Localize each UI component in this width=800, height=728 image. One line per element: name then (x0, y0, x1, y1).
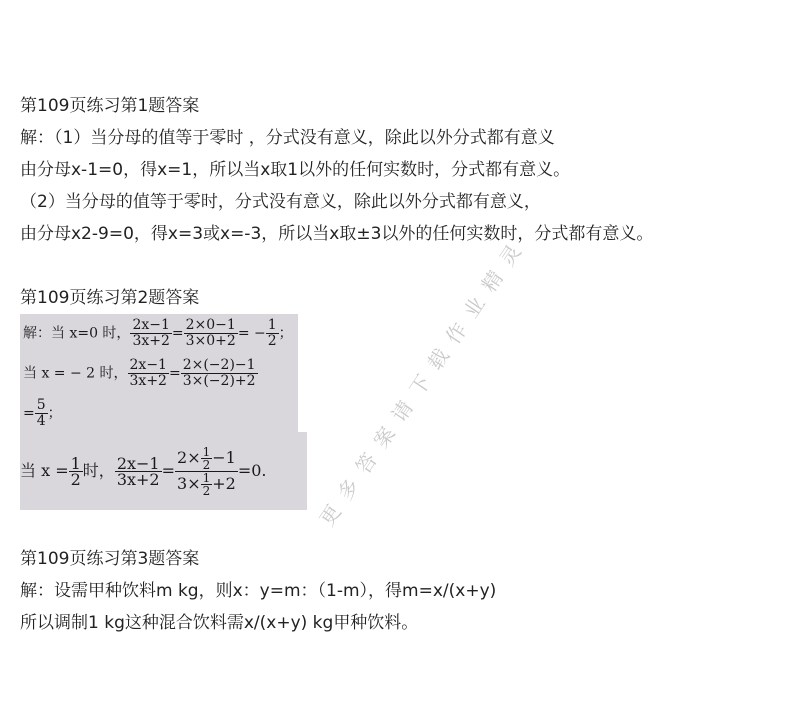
watermark-char: 精 (476, 266, 508, 297)
q2-row-4: 当 x = $\frac{1}{2}$ 时， $\frac{2x-1}{3x+2}$ = 2× $\frac{1}{2}$ −1 3× $\frac{1}{2}$ +2 =0. (20, 445, 267, 498)
q1-heading: 第109页练习第1题答案 (20, 96, 200, 116)
watermark-char: 案 (368, 422, 400, 453)
q1-line-1: 解：（1）当分母的值等于零时 ，分式没有意义，除此以外分式都有意义 (20, 128, 555, 148)
q2-row-2: 当 x = − 2 时， $\frac{2x-1}{3x+2}$ = $\frac{2\times(-2)-1}{3\times(-2)+2}$ (23, 357, 256, 389)
q3-line-1: 解：设需甲种饮料m kg，则x：y=m：（1-m），得m=x/(x+y) (20, 581, 497, 601)
watermark-char: 下 (404, 370, 436, 401)
q2-answer-scan-bottom (20, 432, 307, 510)
q1-line-3: （2）当分母的值等于零时，分式没有意义，除此以外分式都有意义， (20, 192, 541, 212)
q1-line-4: 由分母x2-9=0，得x=3或x=-3，所以当x取±3以外的任何实数时，分式都有意义。 (20, 224, 654, 244)
watermark-char: 请 (386, 396, 418, 427)
watermark-char: 多 (332, 474, 364, 505)
watermark-char: 作 (440, 318, 472, 349)
q2-row-1: 解：当 x=0 时， $\frac{2x-1}{3x+2}$ = $\frac{2\times 0-1}{3\times 0+2}$ = − $\frac{1}{2}$ ； (23, 317, 293, 349)
watermark (305, 240, 545, 531)
q2-row-3: = $\frac{5}{4}$ ； (23, 397, 62, 429)
q3-line-2: 所以调制1 kg这种混合饮料需x/(x+y) kg甲种饮料。 (20, 613, 419, 633)
q1-line-2: 由分母x-1=0，得x=1，所以当x取1以外的任何实数时，分式都有意义。 (20, 160, 571, 180)
watermark-char: 灵 (494, 240, 526, 271)
q2-answer-scan-top (20, 314, 298, 432)
q2-heading: 第109页练习第2题答案 (20, 288, 200, 308)
watermark-char: 载 (422, 344, 454, 375)
q3-heading: 第109页练习第3题答案 (20, 549, 200, 569)
watermark-char: 更 (314, 500, 346, 531)
watermark-char: 答 (350, 448, 382, 479)
watermark-char: 业 (458, 292, 490, 323)
